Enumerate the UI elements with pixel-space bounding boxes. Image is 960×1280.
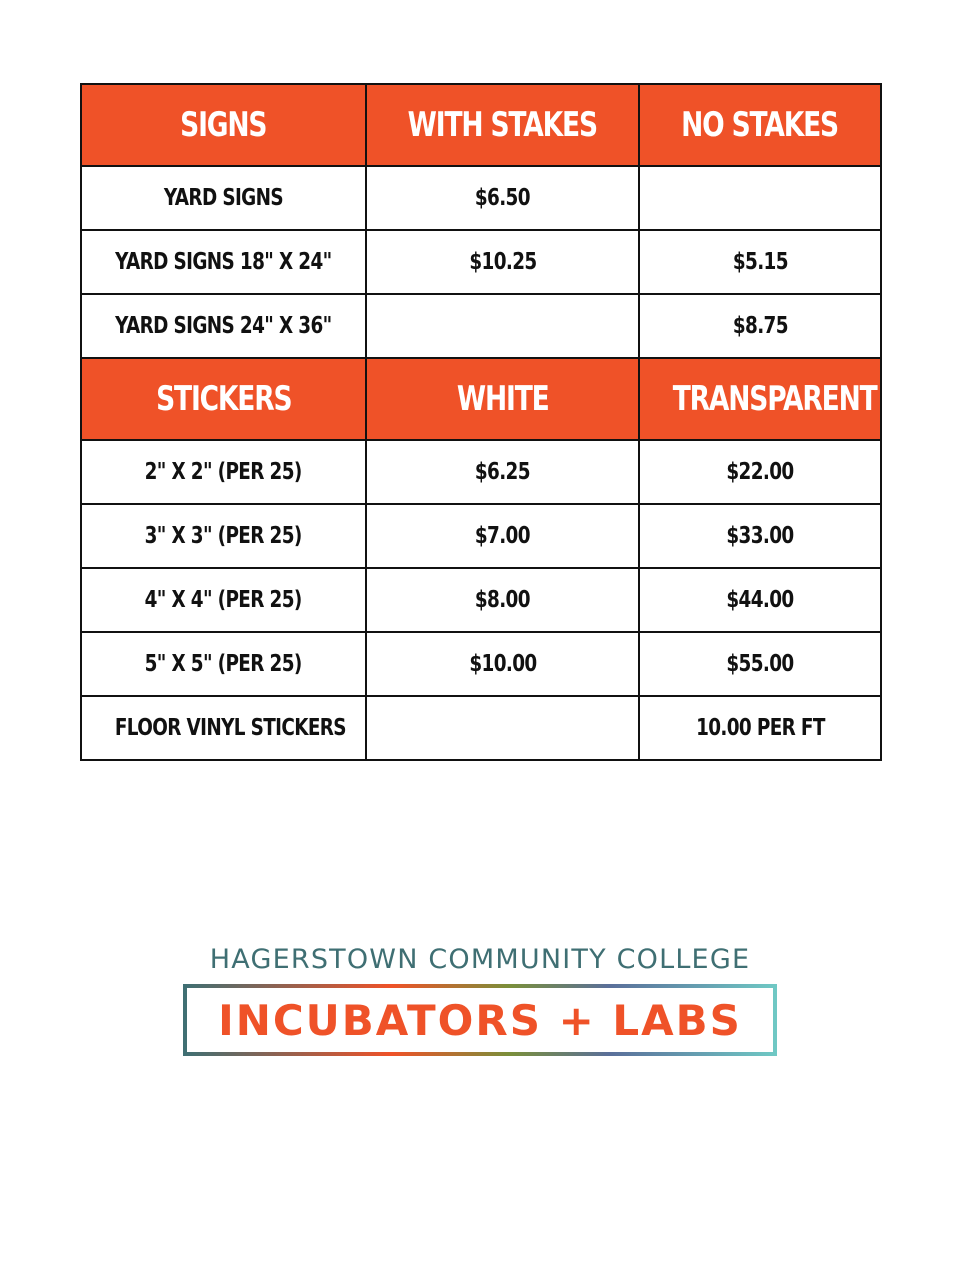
price-cell <box>366 166 639 230</box>
item-label: 5" X 5" (PER 25) <box>145 651 302 677</box>
item-label: 4" X 4" (PER 25) <box>145 587 302 613</box>
item-cell <box>81 696 366 760</box>
price-value: $55.00 <box>726 651 794 677</box>
price-value: $44.00 <box>726 587 794 613</box>
price-cell <box>366 504 639 568</box>
price-value: $7.00 <box>474 523 530 549</box>
item-label: YARD SIGNS <box>163 185 284 211</box>
price-cell <box>366 568 639 632</box>
item-label: 2" X 2" (PER 25) <box>145 459 302 485</box>
price-cell <box>366 632 639 696</box>
with-stakes-header-cell <box>366 84 639 166</box>
table-row <box>81 632 881 696</box>
stickers-header-label: STICKERS <box>155 379 292 419</box>
signs-header-label: SIGNS <box>180 105 267 145</box>
price-value: $5.15 <box>732 249 788 275</box>
signs-header-cell <box>81 84 366 166</box>
white-header-label: WHITE <box>456 379 549 419</box>
price-value: 10.00 PER FT <box>695 715 825 741</box>
price-cell <box>366 440 639 504</box>
item-cell <box>81 632 366 696</box>
transparent-header-label: TRANSPARENT <box>672 379 877 419</box>
price-cell <box>639 696 881 760</box>
logo-org-name: HAGERSTOWN COMMUNITY COLLEGE <box>209 944 751 975</box>
price-value: $22.00 <box>726 459 794 485</box>
price-cell <box>639 294 881 358</box>
price-value: $33.00 <box>726 523 794 549</box>
price-cell <box>639 568 881 632</box>
price-cell <box>639 440 881 504</box>
price-cell <box>639 504 881 568</box>
table-row <box>81 504 881 568</box>
price-cell <box>366 230 639 294</box>
item-cell <box>81 568 366 632</box>
price-table <box>80 83 882 761</box>
price-cell <box>639 632 881 696</box>
item-cell <box>81 440 366 504</box>
white-header-cell <box>366 358 639 440</box>
price-value: $8.75 <box>732 313 788 339</box>
no-stakes-header-label: NO STAKES <box>681 105 839 145</box>
price-cell <box>366 696 639 760</box>
hcc-incubators-labs-logo <box>183 944 777 1056</box>
table-row <box>81 294 881 358</box>
table-row <box>81 440 881 504</box>
price-value: $6.50 <box>474 185 530 211</box>
table-row <box>81 568 881 632</box>
item-label: FLOOR VINYL STICKERS <box>114 715 346 741</box>
item-cell <box>81 230 366 294</box>
price-value: $10.25 <box>468 249 537 275</box>
logo-frame <box>183 984 777 1056</box>
item-cell <box>81 166 366 230</box>
price-cell <box>639 166 881 230</box>
table-row <box>81 230 881 294</box>
price-value: $6.25 <box>474 459 530 485</box>
signs-header-row <box>81 84 881 166</box>
transparent-header-cell <box>639 358 881 440</box>
logo-program-name: INCUBATORS + LABS <box>218 996 742 1045</box>
price-cell <box>639 230 881 294</box>
item-cell <box>81 504 366 568</box>
item-cell <box>81 294 366 358</box>
item-label: YARD SIGNS 24" X 36" <box>115 313 332 339</box>
item-label: 3" X 3" (PER 25) <box>145 523 302 549</box>
table-row <box>81 166 881 230</box>
with-stakes-header-label: WITH STAKES <box>407 105 598 145</box>
price-cell <box>366 294 639 358</box>
item-label: YARD SIGNS 18" X 24" <box>115 249 332 275</box>
stickers-header-cell <box>81 358 366 440</box>
table-row <box>81 696 881 760</box>
price-value: $10.00 <box>468 651 537 677</box>
no-stakes-header-cell <box>639 84 881 166</box>
price-value: $8.00 <box>474 587 530 613</box>
stickers-header-row <box>81 358 881 440</box>
